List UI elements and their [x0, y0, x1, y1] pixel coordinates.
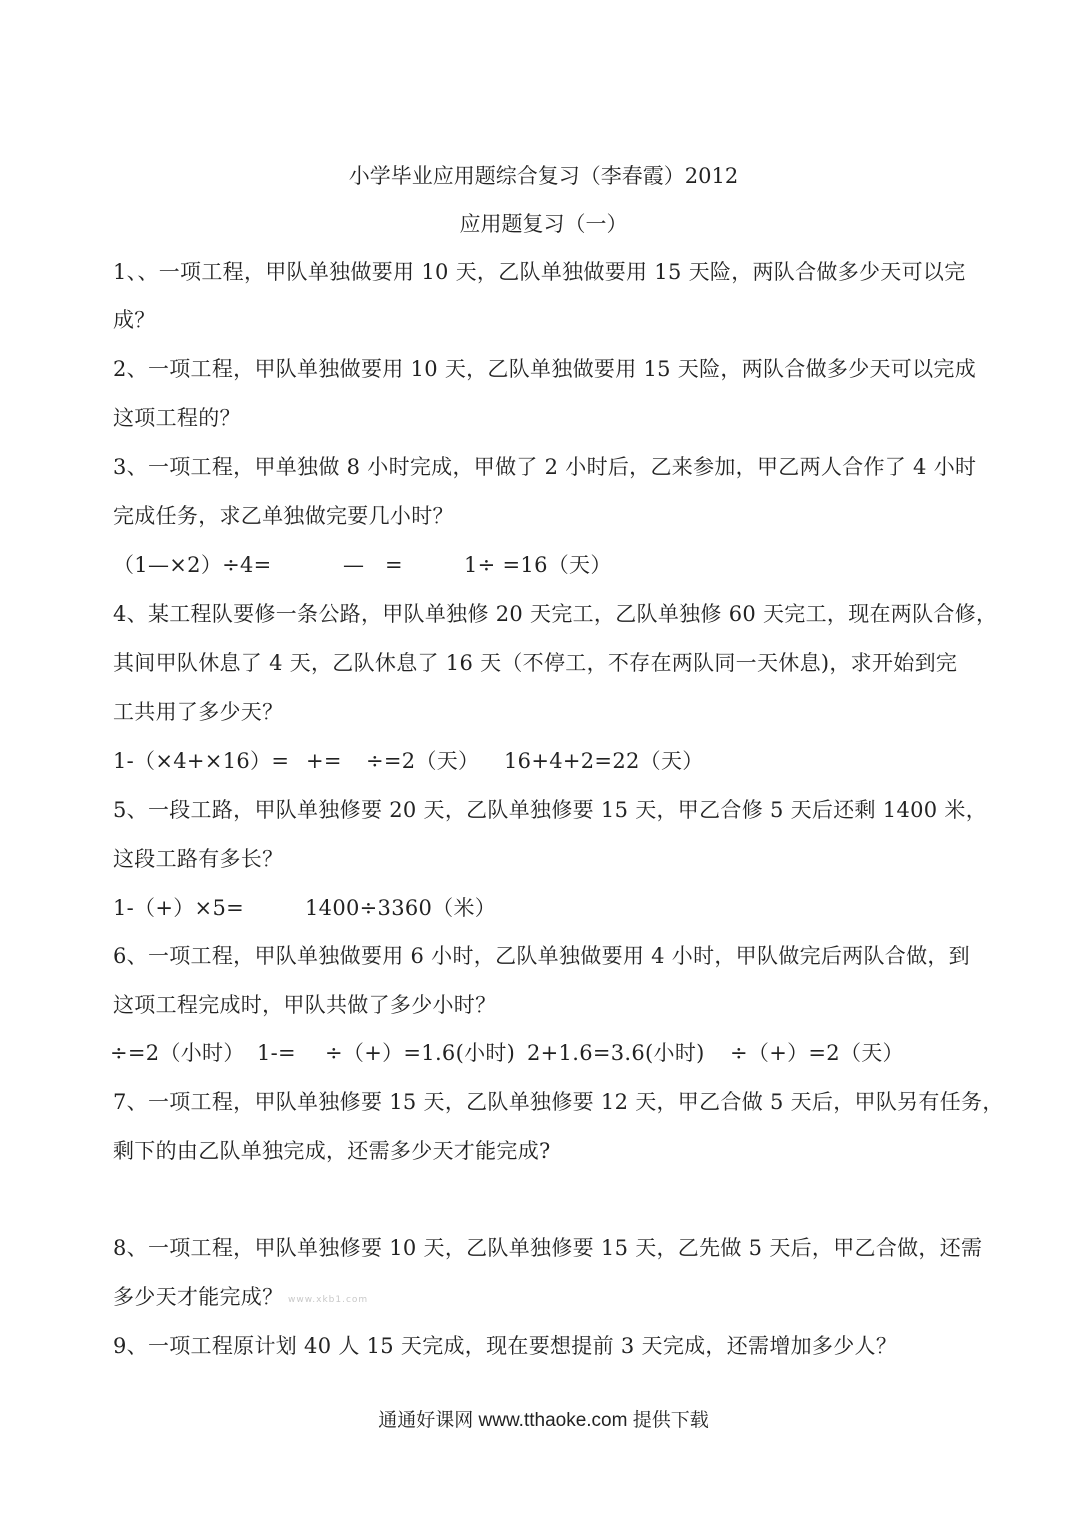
- question-7-line-1: 7、一项工程，甲队单独修要 15 天，乙队单独修要 12 天，甲乙合做 5 天后，甲队另有任务，: [113, 1090, 1004, 1114]
- answer-3-part-1: （1—×2）÷4=: [113, 553, 272, 577]
- answer-6-part-3: ÷（+）=1.6(小时): [325, 1041, 516, 1065]
- answer-3-part-3: =: [385, 553, 403, 577]
- question-5-line-1: 5、一段工路，甲队单独修要 20 天，乙队单独修要 15 天，甲乙合修 5 天后还剩 1400 米，: [113, 798, 988, 822]
- question-4-line-3: 工共用了多少天？: [113, 700, 284, 724]
- watermark: www.xkb1.com: [288, 1295, 369, 1305]
- footer-credit: 通通好课网 www.tthaoke.com 提供下载: [378, 1410, 709, 1431]
- question-7-line-2: 剩下的由乙队单独完成，还需多少天才能完成?: [113, 1139, 551, 1163]
- question-3-line-2: 完成任务，求乙单独做完要几小时？: [113, 504, 454, 528]
- answer-4-part-1: 1-（×4+×16）=: [113, 749, 290, 773]
- question-8-line-2: 多少天才能完成？: [113, 1285, 284, 1309]
- question-4-line-1: 4、某工程队要修一条公路，甲队单独修 20 天完工，乙队单独修 60 天完工，现在两队合修，: [113, 602, 998, 626]
- question-1-line-1: 1、、一项工程，甲队单独做要用 10 天，乙队单独做要用 15 天险，两队合做多少天可以完: [113, 260, 966, 284]
- question-3-line-1: 3、一项工程，甲单独做 8 小时完成，甲做了 2 小时后，乙来参加，甲乙两人合作了 4 小时: [113, 455, 977, 479]
- answer-4-part-2: +=: [306, 749, 342, 773]
- answer-5-part-2: 1400÷3360（米）: [305, 896, 497, 920]
- question-2-line-1: 2、一项工程，甲队单独做要用 10 天，乙队单独做要用 15 天险，两队合做多少天可以完成: [113, 357, 977, 381]
- question-9-line-1: 9、一项工程原计划 40 人 15 天完成，现在要想提前 3 天完成，还需增加多少人？: [113, 1334, 898, 1358]
- answer-4-part-3: ÷=2（天）: [366, 749, 480, 773]
- answer-3-part-4: 1÷ =16（天）: [464, 553, 612, 577]
- answer-5-part-1: 1-（+）×5=: [113, 896, 245, 920]
- answer-6-part-5: ÷（+）=2（天）: [730, 1041, 904, 1065]
- answer-6-part-1: ÷=2（小时）: [110, 1041, 245, 1065]
- document-title: 小学毕业应用题综合复习（李春霞）2012: [348, 164, 739, 188]
- question-8-line-1: 8、一项工程，甲队单独修要 10 天，乙队单独修要 15 天，乙先做 5 天后，甲乙合做，还需: [113, 1236, 983, 1260]
- question-6-line-1: 6、一项工程，甲队单独做要用 6 小时，乙队单独做要用 4 小时，甲队做完后两队合做，到: [113, 944, 970, 968]
- answer-6-part-4: 2+1.6=3.6(小时): [527, 1041, 705, 1065]
- answer-6-part-2: 1-=: [257, 1041, 296, 1065]
- question-6-line-2: 这项工程完成时，甲队共做了多少小时？: [113, 993, 497, 1017]
- question-5-line-2: 这段工路有多长？: [113, 847, 284, 871]
- question-2-line-2: 这项工程的？: [113, 406, 241, 430]
- question-1-line-2: 成？: [113, 308, 156, 332]
- question-4-line-2: 其间甲队休息了 4 天，乙队休息了 16 天（不停工，不存在两队同一天休息)，求开始到完: [113, 651, 958, 675]
- answer-3-part-2: —: [343, 553, 365, 577]
- answer-4-part-4: 16+4+2=22（天）: [504, 749, 704, 773]
- document-subtitle: 应用题复习（一）: [459, 212, 628, 236]
